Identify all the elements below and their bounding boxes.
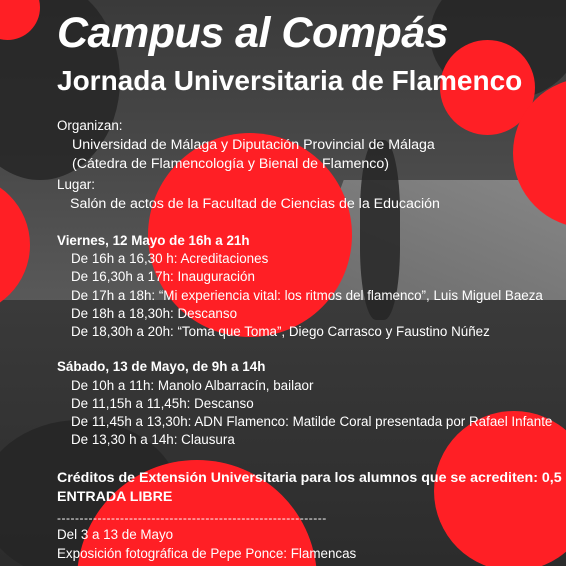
section-divider: ------------------------------------------------------------ (57, 511, 327, 525)
saturday-item: De 11,45h a 13,30h: ADN Flamenco: Matilde Coral presentada por Rafael Infante (71, 414, 553, 429)
saturday-heading: Sábado, 13 de Mayo, de 9h a 14h (57, 359, 266, 374)
event-title: Campus al Compás (57, 9, 449, 57)
exhibition-title: Exposición fotográfica de Pepe Ponce: Flamencas (57, 546, 357, 561)
friday-item: De 18h a 18,30h: Descanso (71, 306, 238, 321)
saturday-item: De 11,15h a 11,45h: Descanso (71, 396, 254, 411)
saturday-item: De 13,30 h a 14h: Clausura (71, 432, 235, 447)
friday-heading: Viernes, 12 Mayo de 16h a 21h (57, 233, 250, 248)
organizers-line-2: (Cátedra de Flamencología y Bienal de Flamenco) (72, 156, 390, 172)
exhibition-dates: Del 3 a 13 de Mayo (57, 527, 174, 542)
free-entry-label: ENTRADA LIBRE (57, 489, 173, 505)
credits-line: Créditos de Extensión Universitaria para los alumnos que se acrediten: 0,5 (57, 470, 562, 486)
friday-item: De 16h a 16,30 h: Acreditaciones (71, 251, 269, 266)
venue-label: Lugar: (57, 177, 95, 192)
organizers-label: Organizan: (57, 118, 123, 133)
venue-value: Salón de actos de la Facultad de Ciencias de la Educación (70, 196, 440, 212)
organizers-line-1: Universidad de Málaga y Diputación Provincial de Málaga (72, 137, 435, 153)
friday-item: De 17h a 18h: “Mi experiencia vital: los ritmos del flamenco”, Luis Miguel Baeza (71, 288, 543, 303)
friday-item: De 18,30h a 20h: “Toma que Toma”, Diego Carrasco y Faustino Núñez (71, 324, 490, 339)
friday-item: De 16,30h a 17h: Inauguración (71, 269, 255, 284)
event-subtitle: Jornada Universitaria de Flamenco (57, 65, 523, 96)
saturday-item: De 10h a 11h: Manolo Albarracín, bailaor (71, 378, 314, 393)
